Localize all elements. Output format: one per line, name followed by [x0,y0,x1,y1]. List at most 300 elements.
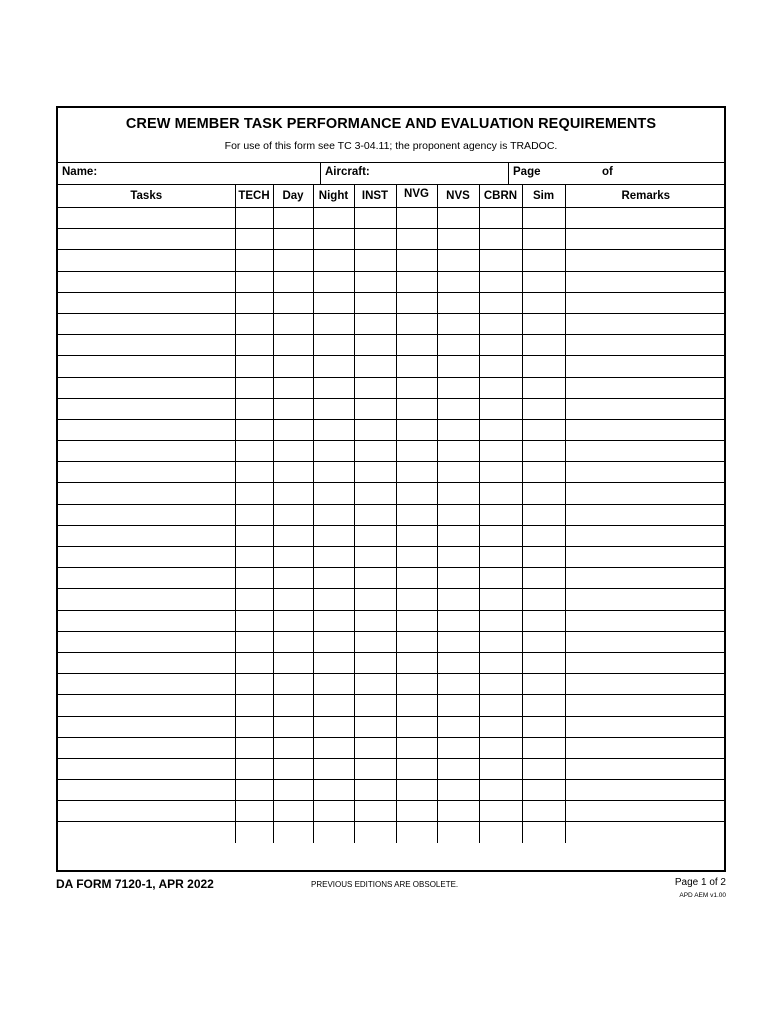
cell-tech[interactable] [235,547,273,568]
cell-remarks[interactable] [565,610,726,631]
cell-day[interactable] [273,356,313,377]
cell-cbrn[interactable] [479,695,522,716]
cell-night[interactable] [313,419,354,440]
cell-day[interactable] [273,229,313,250]
cell-nvs[interactable] [437,652,479,673]
cell-nvs[interactable] [437,398,479,419]
cell-tech[interactable] [235,292,273,313]
cell-remarks[interactable] [565,292,726,313]
cell-cbrn[interactable] [479,335,522,356]
cell-nvg[interactable] [396,250,437,271]
cell-nvg[interactable] [396,801,437,822]
cell-inst[interactable] [354,250,396,271]
cell-sim[interactable] [522,568,565,589]
cell-night[interactable] [313,250,354,271]
cell-remarks[interactable] [565,271,726,292]
cell-tasks[interactable] [58,462,235,483]
aircraft-field[interactable] [321,163,509,185]
cell-night[interactable] [313,208,354,229]
cell-nvs[interactable] [437,441,479,462]
cell-cbrn[interactable] [479,419,522,440]
cell-nvg[interactable] [396,652,437,673]
cell-tasks[interactable] [58,377,235,398]
cell-tasks[interactable] [58,737,235,758]
cell-tech[interactable] [235,208,273,229]
cell-sim[interactable] [522,758,565,779]
cell-day[interactable] [273,462,313,483]
cell-inst[interactable] [354,780,396,801]
cell-night[interactable] [313,377,354,398]
cell-tech[interactable] [235,610,273,631]
cell-tech[interactable] [235,441,273,462]
cell-nvg[interactable] [396,335,437,356]
cell-nvs[interactable] [437,377,479,398]
cell-tech[interactable] [235,335,273,356]
cell-tech[interactable] [235,483,273,504]
cell-tasks[interactable] [58,208,235,229]
cell-remarks[interactable] [565,504,726,525]
cell-nvs[interactable] [437,695,479,716]
cell-cbrn[interactable] [479,398,522,419]
cell-tech[interactable] [235,313,273,334]
cell-cbrn[interactable] [479,758,522,779]
cell-inst[interactable] [354,398,396,419]
cell-tasks[interactable] [58,419,235,440]
cell-nvg[interactable] [396,208,437,229]
cell-remarks[interactable] [565,250,726,271]
cell-remarks[interactable] [565,652,726,673]
cell-sim[interactable] [522,801,565,822]
cell-nvs[interactable] [437,758,479,779]
cell-cbrn[interactable] [479,674,522,695]
cell-nvg[interactable] [396,737,437,758]
cell-remarks[interactable] [565,801,726,822]
cell-nvs[interactable] [437,419,479,440]
cell-sim[interactable] [522,313,565,334]
cell-nvg[interactable] [396,780,437,801]
cell-tech[interactable] [235,801,273,822]
cell-remarks[interactable] [565,631,726,652]
cell-tasks[interactable] [58,335,235,356]
cell-tech[interactable] [235,589,273,610]
cell-nvs[interactable] [437,589,479,610]
cell-nvs[interactable] [437,462,479,483]
cell-night[interactable] [313,504,354,525]
cell-sim[interactable] [522,610,565,631]
cell-cbrn[interactable] [479,568,522,589]
cell-nvs[interactable] [437,716,479,737]
cell-nvs[interactable] [437,313,479,334]
cell-sim[interactable] [522,695,565,716]
cell-day[interactable] [273,525,313,546]
cell-tasks[interactable] [58,568,235,589]
name-field[interactable] [58,163,321,185]
cell-nvs[interactable] [437,229,479,250]
cell-tasks[interactable] [58,716,235,737]
cell-night[interactable] [313,335,354,356]
cell-tasks[interactable] [58,695,235,716]
cell-night[interactable] [313,525,354,546]
cell-cbrn[interactable] [479,377,522,398]
cell-sim[interactable] [522,441,565,462]
cell-tasks[interactable] [58,356,235,377]
cell-inst[interactable] [354,568,396,589]
cell-tasks[interactable] [58,313,235,334]
cell-night[interactable] [313,292,354,313]
cell-day[interactable] [273,335,313,356]
cell-day[interactable] [273,801,313,822]
cell-nvg[interactable] [396,313,437,334]
cell-cbrn[interactable] [479,525,522,546]
cell-cbrn[interactable] [479,589,522,610]
cell-cbrn[interactable] [479,292,522,313]
cell-tasks[interactable] [58,525,235,546]
cell-tech[interactable] [235,716,273,737]
cell-night[interactable] [313,758,354,779]
cell-night[interactable] [313,822,354,843]
cell-day[interactable] [273,504,313,525]
cell-night[interactable] [313,652,354,673]
cell-cbrn[interactable] [479,462,522,483]
cell-remarks[interactable] [565,335,726,356]
cell-tasks[interactable] [58,631,235,652]
cell-tech[interactable] [235,674,273,695]
cell-day[interactable] [273,822,313,843]
cell-cbrn[interactable] [479,652,522,673]
cell-inst[interactable] [354,292,396,313]
cell-inst[interactable] [354,419,396,440]
cell-sim[interactable] [522,780,565,801]
cell-day[interactable] [273,419,313,440]
cell-tasks[interactable] [58,547,235,568]
cell-nvs[interactable] [437,801,479,822]
page-field[interactable] [509,163,726,185]
cell-cbrn[interactable] [479,356,522,377]
cell-tech[interactable] [235,250,273,271]
cell-inst[interactable] [354,652,396,673]
cell-nvg[interactable] [396,610,437,631]
cell-tech[interactable] [235,780,273,801]
cell-cbrn[interactable] [479,441,522,462]
cell-remarks[interactable] [565,313,726,334]
cell-nvs[interactable] [437,610,479,631]
cell-day[interactable] [273,250,313,271]
cell-night[interactable] [313,589,354,610]
cell-nvg[interactable] [396,631,437,652]
cell-night[interactable] [313,547,354,568]
cell-tech[interactable] [235,377,273,398]
cell-tech[interactable] [235,356,273,377]
cell-tech[interactable] [235,398,273,419]
cell-day[interactable] [273,631,313,652]
cell-inst[interactable] [354,335,396,356]
cell-inst[interactable] [354,229,396,250]
cell-nvg[interactable] [396,292,437,313]
cell-nvs[interactable] [437,547,479,568]
cell-remarks[interactable] [565,716,726,737]
cell-nvg[interactable] [396,716,437,737]
cell-remarks[interactable] [565,377,726,398]
cell-nvg[interactable] [396,758,437,779]
cell-inst[interactable] [354,801,396,822]
cell-nvg[interactable] [396,547,437,568]
cell-inst[interactable] [354,441,396,462]
cell-remarks[interactable] [565,356,726,377]
cell-tasks[interactable] [58,292,235,313]
cell-nvs[interactable] [437,504,479,525]
cell-inst[interactable] [354,462,396,483]
cell-nvs[interactable] [437,822,479,843]
cell-sim[interactable] [522,271,565,292]
cell-inst[interactable] [354,674,396,695]
cell-remarks[interactable] [565,419,726,440]
cell-sim[interactable] [522,547,565,568]
cell-cbrn[interactable] [479,313,522,334]
cell-sim[interactable] [522,292,565,313]
cell-day[interactable] [273,674,313,695]
cell-nvg[interactable] [396,695,437,716]
cell-tasks[interactable] [58,758,235,779]
cell-nvg[interactable] [396,589,437,610]
cell-day[interactable] [273,610,313,631]
cell-tasks[interactable] [58,801,235,822]
cell-cbrn[interactable] [479,822,522,843]
cell-nvs[interactable] [437,292,479,313]
cell-day[interactable] [273,208,313,229]
cell-nvg[interactable] [396,271,437,292]
cell-day[interactable] [273,483,313,504]
cell-remarks[interactable] [565,737,726,758]
cell-sim[interactable] [522,483,565,504]
cell-day[interactable] [273,398,313,419]
cell-cbrn[interactable] [479,631,522,652]
cell-night[interactable] [313,313,354,334]
cell-sim[interactable] [522,419,565,440]
cell-remarks[interactable] [565,525,726,546]
cell-tasks[interactable] [58,589,235,610]
cell-nvs[interactable] [437,271,479,292]
cell-cbrn[interactable] [479,250,522,271]
cell-cbrn[interactable] [479,801,522,822]
cell-sim[interactable] [522,398,565,419]
cell-night[interactable] [313,716,354,737]
cell-day[interactable] [273,271,313,292]
cell-day[interactable] [273,737,313,758]
cell-sim[interactable] [522,356,565,377]
cell-nvg[interactable] [396,504,437,525]
cell-sim[interactable] [522,737,565,758]
cell-cbrn[interactable] [479,271,522,292]
cell-night[interactable] [313,356,354,377]
cell-tasks[interactable] [58,250,235,271]
cell-inst[interactable] [354,547,396,568]
cell-sim[interactable] [522,462,565,483]
cell-inst[interactable] [354,758,396,779]
cell-cbrn[interactable] [479,229,522,250]
cell-nvs[interactable] [437,568,479,589]
cell-nvg[interactable] [396,674,437,695]
cell-nvg[interactable] [396,525,437,546]
cell-tasks[interactable] [58,271,235,292]
cell-remarks[interactable] [565,589,726,610]
cell-nvs[interactable] [437,250,479,271]
cell-nvs[interactable] [437,335,479,356]
cell-tech[interactable] [235,822,273,843]
cell-cbrn[interactable] [479,716,522,737]
cell-remarks[interactable] [565,208,726,229]
cell-tasks[interactable] [58,780,235,801]
cell-remarks[interactable] [565,758,726,779]
cell-inst[interactable] [354,377,396,398]
cell-inst[interactable] [354,525,396,546]
cell-tech[interactable] [235,631,273,652]
cell-nvs[interactable] [437,483,479,504]
cell-cbrn[interactable] [479,737,522,758]
cell-remarks[interactable] [565,568,726,589]
cell-sim[interactable] [522,504,565,525]
cell-day[interactable] [273,568,313,589]
cell-tasks[interactable] [58,822,235,843]
cell-nvs[interactable] [437,737,479,758]
cell-night[interactable] [313,801,354,822]
cell-sim[interactable] [522,229,565,250]
cell-remarks[interactable] [565,229,726,250]
cell-tech[interactable] [235,695,273,716]
cell-nvs[interactable] [437,631,479,652]
cell-nvs[interactable] [437,674,479,695]
cell-cbrn[interactable] [479,547,522,568]
cell-day[interactable] [273,695,313,716]
cell-day[interactable] [273,313,313,334]
cell-night[interactable] [313,462,354,483]
cell-nvg[interactable] [396,377,437,398]
cell-night[interactable] [313,229,354,250]
cell-cbrn[interactable] [479,208,522,229]
cell-nvs[interactable] [437,208,479,229]
cell-night[interactable] [313,780,354,801]
cell-sim[interactable] [522,716,565,737]
cell-day[interactable] [273,377,313,398]
cell-day[interactable] [273,589,313,610]
cell-nvg[interactable] [396,229,437,250]
cell-inst[interactable] [354,737,396,758]
cell-tasks[interactable] [58,504,235,525]
cell-inst[interactable] [354,695,396,716]
cell-remarks[interactable] [565,483,726,504]
cell-tasks[interactable] [58,398,235,419]
cell-day[interactable] [273,758,313,779]
cell-sim[interactable] [522,208,565,229]
cell-nvg[interactable] [396,441,437,462]
cell-inst[interactable] [354,313,396,334]
cell-nvg[interactable] [396,462,437,483]
cell-inst[interactable] [354,208,396,229]
cell-nvs[interactable] [437,525,479,546]
cell-night[interactable] [313,568,354,589]
cell-night[interactable] [313,737,354,758]
cell-tech[interactable] [235,229,273,250]
cell-inst[interactable] [354,504,396,525]
cell-sim[interactable] [522,335,565,356]
cell-sim[interactable] [522,631,565,652]
cell-nvg[interactable] [396,822,437,843]
cell-cbrn[interactable] [479,504,522,525]
cell-tech[interactable] [235,504,273,525]
cell-day[interactable] [273,547,313,568]
cell-remarks[interactable] [565,780,726,801]
cell-nvs[interactable] [437,356,479,377]
cell-nvg[interactable] [396,398,437,419]
cell-inst[interactable] [354,356,396,377]
cell-night[interactable] [313,483,354,504]
cell-remarks[interactable] [565,695,726,716]
cell-night[interactable] [313,631,354,652]
cell-night[interactable] [313,674,354,695]
cell-day[interactable] [273,652,313,673]
cell-night[interactable] [313,441,354,462]
cell-remarks[interactable] [565,547,726,568]
cell-remarks[interactable] [565,441,726,462]
cell-remarks[interactable] [565,398,726,419]
cell-inst[interactable] [354,610,396,631]
cell-remarks[interactable] [565,822,726,843]
cell-tech[interactable] [235,737,273,758]
cell-tasks[interactable] [58,441,235,462]
cell-tasks[interactable] [58,229,235,250]
cell-inst[interactable] [354,631,396,652]
cell-sim[interactable] [522,377,565,398]
cell-tech[interactable] [235,419,273,440]
cell-night[interactable] [313,398,354,419]
cell-night[interactable] [313,271,354,292]
cell-day[interactable] [273,292,313,313]
cell-day[interactable] [273,780,313,801]
cell-night[interactable] [313,610,354,631]
cell-sim[interactable] [522,652,565,673]
cell-tasks[interactable] [58,610,235,631]
cell-sim[interactable] [522,822,565,843]
cell-cbrn[interactable] [479,483,522,504]
cell-tech[interactable] [235,271,273,292]
cell-inst[interactable] [354,483,396,504]
cell-sim[interactable] [522,250,565,271]
cell-tech[interactable] [235,568,273,589]
cell-nvg[interactable] [396,419,437,440]
cell-inst[interactable] [354,716,396,737]
cell-day[interactable] [273,716,313,737]
cell-tasks[interactable] [58,483,235,504]
cell-sim[interactable] [522,589,565,610]
cell-cbrn[interactable] [479,780,522,801]
cell-tasks[interactable] [58,652,235,673]
cell-tech[interactable] [235,758,273,779]
cell-nvg[interactable] [396,483,437,504]
cell-tech[interactable] [235,525,273,546]
cell-cbrn[interactable] [479,610,522,631]
cell-sim[interactable] [522,525,565,546]
cell-remarks[interactable] [565,462,726,483]
cell-day[interactable] [273,441,313,462]
cell-nvg[interactable] [396,568,437,589]
cell-inst[interactable] [354,271,396,292]
cell-sim[interactable] [522,674,565,695]
cell-tasks[interactable] [58,674,235,695]
cell-remarks[interactable] [565,674,726,695]
cell-night[interactable] [313,695,354,716]
cell-nvg[interactable] [396,356,437,377]
cell-nvs[interactable] [437,780,479,801]
cell-inst[interactable] [354,589,396,610]
